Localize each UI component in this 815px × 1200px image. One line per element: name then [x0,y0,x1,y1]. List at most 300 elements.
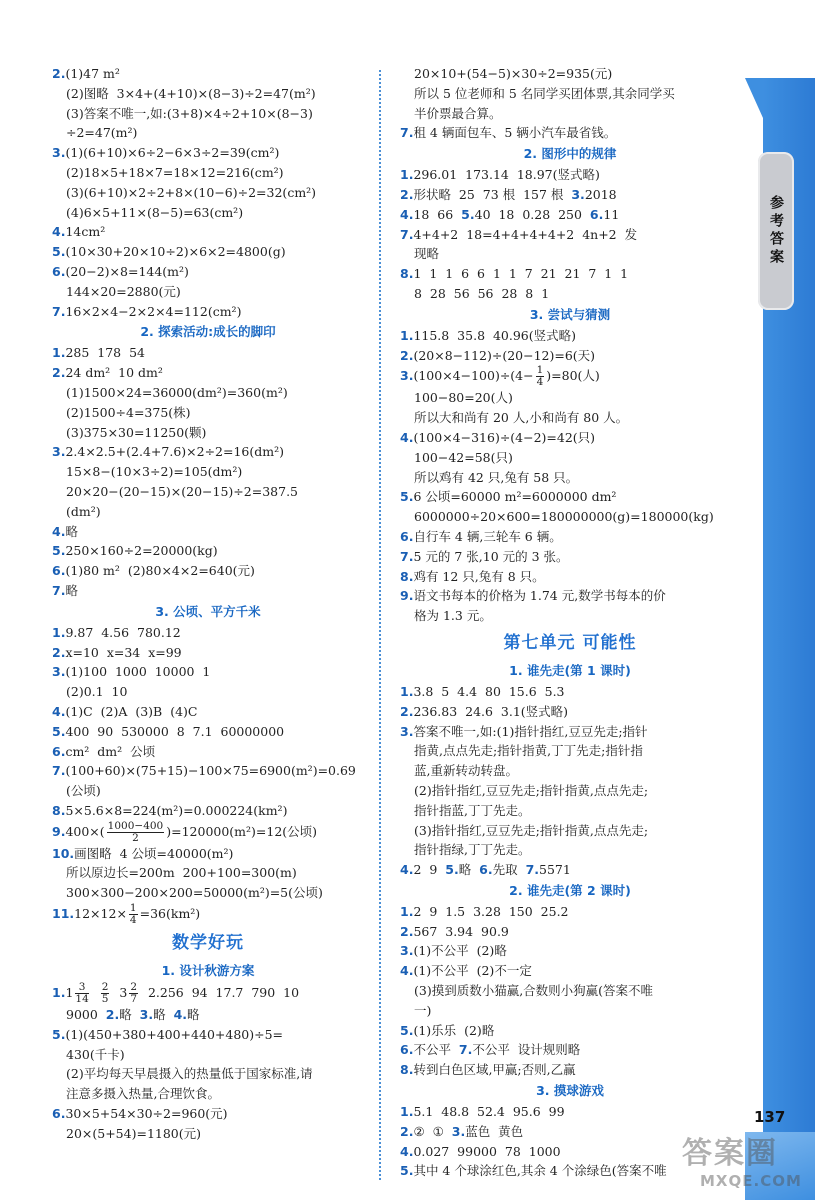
question-number: 3. [400,943,414,959]
question-number: 8. [400,1062,414,1078]
question-number: 7. [52,303,66,319]
question-number: 7. [400,125,414,141]
answer-item [400,487,740,507]
fraction-numerator: 1 [129,902,137,915]
answer-text: 15×8−(10×3÷2)=105(dm²) [66,464,243,480]
answer-item [52,343,364,363]
question-number: 4. [400,1143,414,1159]
section-heading: 1. 谁先走(第 1 课时) [509,662,631,678]
answer-text: (1)(450+380+400+440+480)÷5= [65,1026,284,1042]
fraction [107,821,165,844]
answer-text: 2 9 1.5 3.28 150 25.2 [413,903,569,919]
answer-text: 所以原边长=200m 200+100=300(m) [66,865,297,881]
answer-line [52,482,364,502]
fraction [129,982,138,1005]
answer-text: 3 [111,985,128,1001]
answer-line [52,203,364,223]
answer-text: 5571 [539,862,571,878]
question-number: 1. [52,624,66,640]
answer-line [52,883,364,903]
question-number: 4. [400,963,414,979]
section-heading: 3. 尝试与猜测 [529,306,611,322]
question-number: 5. [400,1022,414,1038]
answer-text: (3)答案不唯一,如:(3+8)×4÷2+10×(8−3) [66,105,313,121]
answer-text: 2018 [584,186,617,202]
answer-text: 转到白色区域,甲赢;否则,乙赢 [413,1062,576,1078]
answer-item [52,801,364,821]
answer-text: 3.8 5 4.4 80 15.6 5.3 [413,683,565,699]
question-number: 8. [400,266,414,282]
question-number: 1. [52,345,66,361]
answer-line [52,282,364,302]
answer-line [52,84,364,104]
question-number: 4. [173,1007,188,1023]
answer-item [400,961,740,981]
answer-line [400,104,740,124]
question-number: 1. [52,985,66,1001]
fraction [101,982,110,1005]
answer-text: (4)6×5+11×(8−5)=63(cm²) [66,204,244,220]
answer-text: 20×10+(54−5)×30÷2=935(元) [414,66,613,81]
fraction-denominator: 2 [132,831,139,844]
answer-text: 蓝,重新转动转盘。 [414,763,518,779]
answer-line [400,1001,740,1021]
answer-text: 略 [153,1007,174,1023]
answer-text: 14cm² [65,224,106,240]
answer-line [400,821,740,841]
answer-line [52,383,364,403]
answer-text: (2)平均每天早晨摄入的热量低于国家标准,请 [66,1066,313,1082]
answer-text: 半价票最合算。 [414,105,502,121]
answer-text: cm² dm² 公顷 [65,743,156,759]
answer-text: 指针指绿,丁丁先走。 [414,842,531,858]
answer-item [52,662,364,682]
question-number: 1. [400,903,414,919]
answer-text [91,985,99,1000]
answer-text: 18 66 [413,206,462,222]
answer-item [400,264,740,284]
answer-text: (3)375×30=11250(颗) [66,424,207,440]
answer-text: (1)不公平 (2)不一定 [413,963,532,979]
answer-line [52,1084,364,1104]
answer-text: 11 [603,206,620,222]
answer-line [400,408,740,428]
answer-item [400,346,740,366]
question-number: 5. [461,206,475,222]
answer-text: )=120000(m²)=12(公顷) [166,823,318,839]
question-number: 6. [52,563,66,579]
fraction-numerator: 1 [536,364,544,377]
answer-text: 鸡有 12 只,兔有 8 只。 [413,568,545,584]
answer-text: x=10 x=34 x=99 [65,644,182,660]
section-heading: 3. 摸球游戏 [536,1083,604,1099]
answer-item [400,123,740,143]
answer-text: 2.256 94 17.7 790 10 [140,985,300,1001]
answer-text: (1)(6+10)×6÷2−6×3÷2=39(cm²) [65,145,280,161]
question-number: 5. [400,1163,414,1179]
answer-text: 300×300−200×200=50000(m²)=5(公顷) [66,885,323,901]
question-number: 1. [400,327,414,343]
question-number: 6. [52,1106,66,1122]
question-number: 4. [52,224,66,240]
answer-line [400,981,740,1001]
answer-text: (100×4−316)÷(4−2)=42(只) [413,429,596,445]
question-number: 3. [139,1007,154,1023]
fraction [536,365,545,388]
answer-line [400,84,740,104]
question-number: 2. [400,703,414,719]
answer-text: 5 元的 7 张,10 元的 3 张。 [413,548,569,564]
answer-text: 236.83 24.6 3.1(竖式略) [413,703,569,719]
answer-item [400,1021,740,1041]
answer-text: 430(千卡) [66,1046,125,1062]
answer-text: 形状略 25 73 根 157 根 [413,186,572,202]
answer-text: (2)18×5+18×7=18×12=216(cm²) [66,164,284,180]
answer-text: 115.8 35.8 40.96(竖式略) [413,327,577,343]
answer-text: 不公平 设计规则略 [472,1042,581,1058]
answer-text: (2)图略 3×4+(4+10)×(8−3)÷2=47(m²) [66,85,316,101]
answer-item [400,941,740,961]
answer-line [52,863,364,883]
answer-item [52,643,364,663]
question-number: 2. [400,923,414,939]
question-number: 9. [52,823,66,839]
answer-item [400,428,740,448]
question-number: 7. [525,862,540,878]
answer-line [52,403,364,423]
answer-text: 先取 [492,862,526,878]
left-column [52,64,364,1144]
fraction-numerator: 3 [75,982,88,994]
answer-item [52,541,364,561]
answer-line [52,1124,364,1144]
answer-item [52,222,364,242]
answer-line [400,741,740,761]
question-number: 1. [400,167,414,183]
section-heading: 1. 设计秋游方案 [161,963,255,979]
answer-item [400,1040,740,1060]
answer-item [52,242,364,262]
watermark-logo: 答案圈 [682,1136,778,1171]
question-number: 5. [52,543,66,559]
answer-text: 现略 [414,246,440,262]
question-number: 3. [571,186,585,202]
unit-heading: 数学好玩 [172,933,244,954]
answer-text: 296.01 173.14 18.97(竖式略) [413,167,600,183]
question-number: 5. [52,723,66,739]
answer-item [52,143,364,163]
question-number: 3. [52,145,66,161]
answer-item [52,722,364,742]
answer-line [52,183,364,203]
answer-text: 所以 5 位老师和 5 名同学买团体票,其余同学买 [414,85,675,101]
answer-line [52,502,364,522]
answer-text: 6000000÷20×600=180000000(g)=180000(kg) [414,509,714,525]
answer-text: (1)不公平 (2)略 [413,943,507,959]
answer-text: 注意多摄入热量,合理饮食。 [66,1086,220,1102]
answer-text: 一) [414,1002,432,1018]
answer-text: 所以大和尚有 20 人,小和尚有 80 人。 [414,410,629,426]
question-number: 8. [400,568,414,584]
question-number: 7. [400,226,414,242]
answer-text: 5×5.6×8=224(m²)=0.000224(km²) [65,802,288,818]
answer-text: (10×30+20×10÷2)×6×2=4800(g) [65,244,286,260]
answer-text: (1)80 m² (2)80×4×2=640(元) [65,563,255,579]
sidebar-wedge [745,78,763,118]
question-number: 7. [52,763,66,779]
answer-text: (2)指针指红,豆豆先走;指针指黄,点点先走; [414,782,649,798]
answer-text: )=80(人) [546,368,600,384]
answer-line [400,606,740,626]
sidebar-top [745,0,815,78]
answer-text: 略 [65,523,78,539]
question-number: 2. [105,1007,120,1023]
answer-line [400,761,740,781]
page-number: 137 [754,1108,786,1126]
answer-text: 略 [187,1007,200,1023]
answer-item [400,365,740,388]
answer-text: 9.87 4.56 780.12 [65,624,181,640]
answer-text: 250×160÷2=20000(kg) [65,543,218,559]
answer-line [52,104,364,124]
question-number: 5. [52,244,66,260]
answer-item [400,326,740,346]
watermark [672,1128,812,1198]
answer-text: 语文书每本的价格为 1.74 元,数学书每本的价 [413,588,666,604]
watermark-url: MXQE.COM [700,1172,802,1190]
answer-text: 略 [65,582,78,598]
answer-text: 30×5+54×30÷2=960(元) [65,1106,228,1122]
fraction-denominator: 5 [101,993,109,1006]
answer-text: 144×20=2880(元) [66,283,181,299]
answer-item [400,586,740,606]
answer-line [400,801,740,821]
question-number: 2. [52,644,66,660]
answer-line [400,284,740,304]
question-number: 7. [52,582,66,598]
question-number: 1. [400,683,414,699]
unit-heading: 第七单元 可能性 [503,632,637,653]
answer-line [400,64,740,84]
answer-text: 400 90 530000 8 7.1 60000000 [65,723,285,739]
question-number: 6. [52,263,66,279]
answer-text: (2)0.1 10 [66,684,128,700]
question-number: 7. [400,548,414,564]
answer-key-tab: 参考答案 [758,152,794,310]
question-number: 2. [400,186,414,202]
answer-item [400,527,740,547]
question-number: 4. [400,429,414,445]
answer-item [400,225,740,245]
answer-text: 100−42=58(只) [414,449,513,465]
answer-text: 指黄,点点先走;指针指黄,丁丁先走;指针指 [414,743,643,759]
answer-text: 16×2×4−2×2×4=112(cm²) [65,303,242,319]
answer-line [400,468,740,488]
question-number: 4. [52,703,66,719]
answer-item [52,702,364,722]
answer-item [52,623,364,643]
answer-text: 9000 [66,1007,106,1023]
question-number: 6. [400,528,414,544]
question-number: 2. [400,1123,414,1139]
answer-item [52,262,364,282]
question-number: 5. [445,862,459,878]
answer-text: ② ① [413,1123,452,1139]
question-number: 4. [400,862,414,878]
answer-text: ÷2=47(m²) [66,125,138,141]
answer-text: 24 dm² 10 dm² [65,365,163,381]
question-number: 2. [400,347,414,363]
answer-text: 画图略 4 公顷=40000(m²) [74,845,234,861]
question-number: 7. [458,1042,473,1058]
question-number: 3. [52,664,66,680]
answer-item [400,722,740,742]
answer-item [52,821,364,844]
answer-text: 2 9 [413,862,446,878]
answer-text: 所以鸡有 42 只,兔有 58 只。 [414,469,579,485]
answer-text: 40 18 0.28 250 [474,206,590,222]
section-heading: 2. 谁先走(第 2 课时) [509,882,631,898]
fraction [129,903,138,926]
answer-line [52,1064,364,1084]
answer-text: 2.4×2.5+(2.4+7.6)×2÷2=16(dm²) [65,444,284,460]
answer-item [400,922,740,942]
answer-item [52,844,364,864]
fraction-denominator: 4 [129,914,137,927]
answer-line [52,462,364,482]
answer-text: 567 3.94 90.9 [413,923,509,939]
answer-text: (1)乐乐 (2)略 [413,1022,495,1038]
answer-line [52,682,364,702]
answer-text: (3)(6+10)×2÷2+8×(10−6)÷2=32(cm²) [66,184,317,200]
answer-line [52,781,364,801]
answer-item [52,1025,364,1045]
answer-text: (20×8−112)÷(20−12)=6(天) [413,347,596,363]
answer-item [400,682,740,702]
question-number: 6. [479,862,493,878]
answer-text: 略 [119,1007,140,1023]
question-number: 1. [400,1104,414,1120]
answer-item [52,1104,364,1124]
question-number: 4. [52,523,66,539]
answer-text: 5.1 48.8 52.4 95.6 99 [413,1104,565,1120]
answer-item [52,442,364,462]
answer-item [52,982,364,1005]
answer-line [400,507,740,527]
answer-text: (1)C (2)A (3)B (4)C [65,703,198,719]
question-number: 5. [52,1026,66,1042]
answer-text: (1)47 m² [65,66,120,81]
answer-text: 400×( [65,823,105,839]
question-number: 3. [400,723,414,739]
question-number: 2. [52,365,66,381]
answer-text: (100×4−100)÷(4− [413,368,534,384]
answer-line [52,423,364,443]
answer-text: =36(km²) [139,906,201,922]
answer-item [52,742,364,762]
answer-text: 4+4+2 18=4+4+4+4+2 4n+2 发 [413,226,638,242]
answer-text: (dm²) [66,503,101,519]
answer-text: 20×20−(20−15)×(20−15)÷2=387.5 [66,483,298,499]
answer-item [400,205,740,225]
answer-item [400,165,740,185]
answer-line [400,388,740,408]
answer-item [400,702,740,722]
answer-text: (2)1500÷4=375(株) [66,404,191,420]
answer-item [400,1102,740,1122]
answer-text: 0.027 99000 78 1000 [413,1143,561,1159]
answer-line [52,123,364,143]
answer-text: 1 [65,985,74,1001]
right-column [400,64,740,1181]
answer-text: (公顷) [66,783,101,799]
fraction-numerator: 1000−400 [107,819,164,832]
answer-text: 8 28 56 56 28 8 1 [414,285,550,301]
answer-line [400,244,740,264]
answer-item [400,567,740,587]
answer-line [400,781,740,801]
answer-text: (100+60)×(75+15)−100×75=6900(m²)=0.69 [65,763,356,779]
answer-item [400,185,740,205]
answer-line [400,840,740,860]
answer-item [52,903,364,926]
answer-text: 1 1 1 6 6 1 1 7 21 21 7 1 1 [413,266,629,282]
section-heading: 2. 探索活动:成长的脚印 [140,324,276,340]
answer-text: 蓝色 黄色 [465,1123,524,1139]
column-divider [379,70,381,1180]
question-number: 11. [52,906,75,922]
fraction-denominator: 4 [536,376,544,389]
answer-text: (3)指针指红,豆豆先走;指针指黄,点点先走; [414,822,649,838]
answer-line [52,1005,364,1025]
answer-item [52,761,364,781]
sidebar [745,0,815,1200]
answer-text: 不公平 [413,1042,459,1058]
question-number: 8. [52,802,66,818]
fraction-denominator: 7 [130,993,138,1006]
answer-line [400,448,740,468]
answer-text: 12×12× [74,906,127,922]
question-number: 3. [52,444,66,460]
answer-text: 答案不唯一,如:(1)指针指红,豆豆先走;指针 [413,723,648,739]
answer-item [52,363,364,383]
answer-text: 指针指蓝,丁丁先走。 [414,802,531,818]
answer-item [400,547,740,567]
fraction-numerator: 2 [130,981,138,994]
answer-text: 6 公顷=60000 m²=6000000 dm² [413,489,617,505]
answer-line [52,163,364,183]
question-number: 3. [451,1123,466,1139]
fraction [75,982,88,1005]
answer-text: 100−80=20(人) [414,390,513,406]
answer-text: 格为 1.3 元。 [414,608,492,624]
answer-text: 其中 4 个球涂红色,其余 4 个涂绿色(答案不唯 [413,1163,667,1179]
question-number: 4. [400,206,414,222]
question-number: 9. [400,588,414,604]
fraction-denominator: 14 [75,993,89,1006]
question-number: 2. [52,66,66,81]
answer-item [52,561,364,581]
answer-item [52,302,364,322]
answer-text: (20−2)×8=144(m²) [65,263,189,279]
section-heading: 3. 公顷、平方千米 [155,603,261,619]
answer-line [52,1045,364,1065]
answer-text: 略 [458,862,480,878]
question-number: 10. [52,845,75,861]
answer-text: 285 178 54 [65,345,145,361]
answer-text: 租 4 辆面包车、5 辆小汽车最省钱。 [413,125,617,141]
answer-item [52,522,364,542]
